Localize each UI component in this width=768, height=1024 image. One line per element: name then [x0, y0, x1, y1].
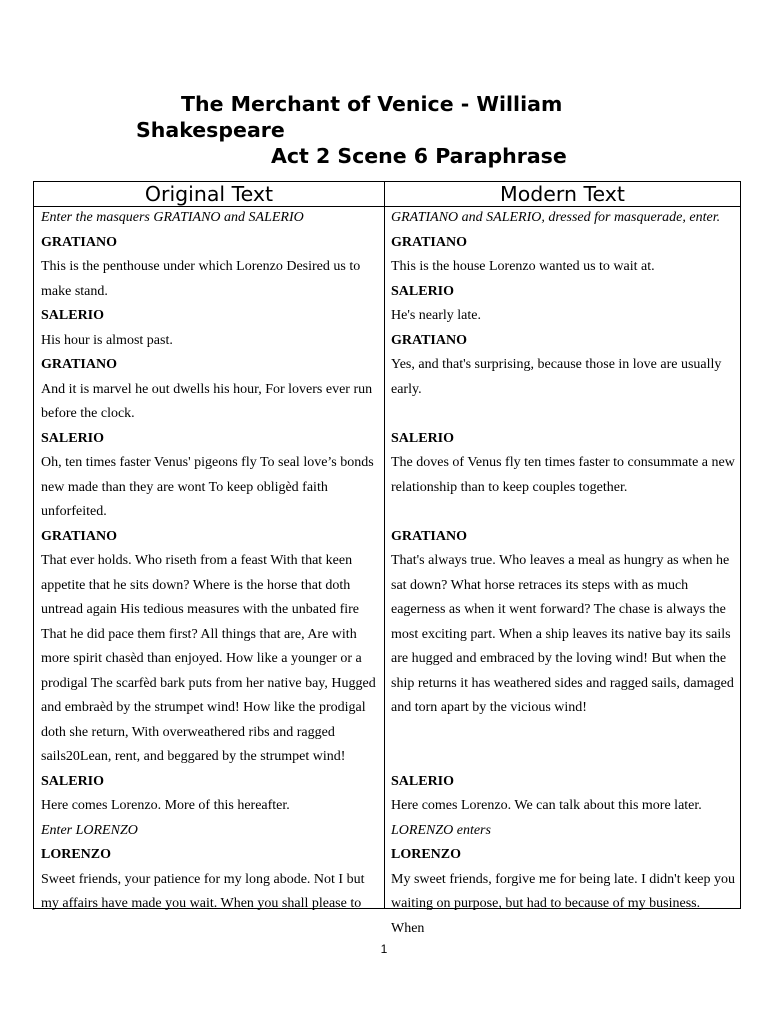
spacer [391, 745, 736, 770]
spacer [391, 721, 736, 746]
speaker-name: SALERIO [391, 773, 455, 789]
column-divider [384, 182, 385, 908]
original-text-column [41, 206, 377, 911]
dialogue-text: The doves of Venus fly ten times faster to consummate a new relationship than to keep couples together. [391, 455, 735, 495]
stage-direction: Enter the masquers GRATIANO and SALERIO [41, 210, 304, 225]
dialogue-text: Here comes Lorenzo. We can talk about this more later. [391, 798, 702, 813]
spacer [391, 500, 736, 525]
speaker-name: GRATIANO [41, 357, 117, 372]
speaker-name: GRATIANO [391, 528, 467, 544]
speaker-name: GRATIANO [41, 234, 117, 250]
speaker-name: GRATIANO [41, 528, 117, 544]
speaker-name: GRATIANO [391, 332, 467, 348]
dialogue-text: His hour is almost past. [41, 332, 173, 348]
page-number: 1 [380, 942, 388, 956]
dialogue-text: That's always true. Who leaves a meal as hungry as when he sat down? What horse retraces its steps with as much eagerness as when it went forward? The chase is always the most exciting part. When a ship leaves its native bay its sails are hugged and embraced by the loving wind! But when the ship returns it has weathered sides and ragged sails, damaged and torn apart by the vicious wind! [391, 553, 734, 715]
stage-direction: LORENZO enters [391, 822, 491, 838]
dialogue-text: Yes, and that's surprising, because those in love are usually early. [391, 357, 722, 397]
document-title-line-2: Shakespeare [136, 118, 285, 142]
speaker-name: LORENZO [391, 847, 462, 862]
speaker-name: GRATIANO [391, 234, 467, 250]
speaker-name: SALERIO [391, 283, 455, 299]
dialogue-text: He's nearly late. [391, 308, 481, 323]
spacer [391, 402, 736, 427]
dialogue-text: This is the penthouse under which Lorenzo Desired us to make stand. [41, 259, 361, 299]
modern-text-column [391, 206, 736, 936]
speaker-name: SALERIO [391, 430, 455, 446]
dialogue-text: Here comes Lorenzo. More of this hereafter. [41, 798, 290, 813]
speaker-name: SALERIO [41, 773, 105, 789]
document-title-line-1: The Merchant of Venice - William [181, 92, 563, 116]
speaker-name: LORENZO [41, 847, 112, 862]
document-subtitle: Act 2 Scene 6 Paraphrase [271, 144, 567, 168]
speaker-name: SALERIO [41, 308, 105, 323]
speaker-name: SALERIO [41, 430, 105, 446]
stage-direction: GRATIANO and SALERIO, dressed for masquerade, enter. [391, 210, 721, 225]
dialogue-text: That ever holds. Who riseth from a feast With that keen appetite that he sits down? Where is the horse that doth untread again His tedious measures with the unbated fire That he did pace them first? All things that are, Are with more spirit chasèd than enjoyed. How like a younger or a prodigal The scarfèd bark puts from her native bay, Hugged and embraèd by the strumpet wind! How like the prodigal doth she return, With overweathered ribs and ragged sails20Lean, rent, and beggared by the strumpet wind! [41, 553, 376, 764]
paraphrase-table [33, 181, 741, 936]
dialogue-text: Oh, ten times faster Venus' pigeons fly To seal love’s bonds new made than they are wont To keep obligèd faith unforfeited. [41, 455, 374, 519]
stage-direction: Enter LORENZO [41, 822, 138, 838]
modern-text-header: Modern Text [500, 182, 625, 206]
dialogue-text: This is the house Lorenzo wanted us to wait at. [391, 259, 655, 274]
dialogue-text: And it is marvel he out dwells his hour, For lovers ever run before the clock. [41, 381, 373, 421]
dialogue-text: Sweet friends, your patience for my long abode. Not I but my affairs have made you wait. When you shall please to [41, 871, 365, 911]
dialogue-text: My sweet friends, forgive me for being late. I didn't keep you waiting on purpose, but had to because of my business. When [391, 871, 736, 936]
original-text-header: Original Text [144, 182, 274, 206]
